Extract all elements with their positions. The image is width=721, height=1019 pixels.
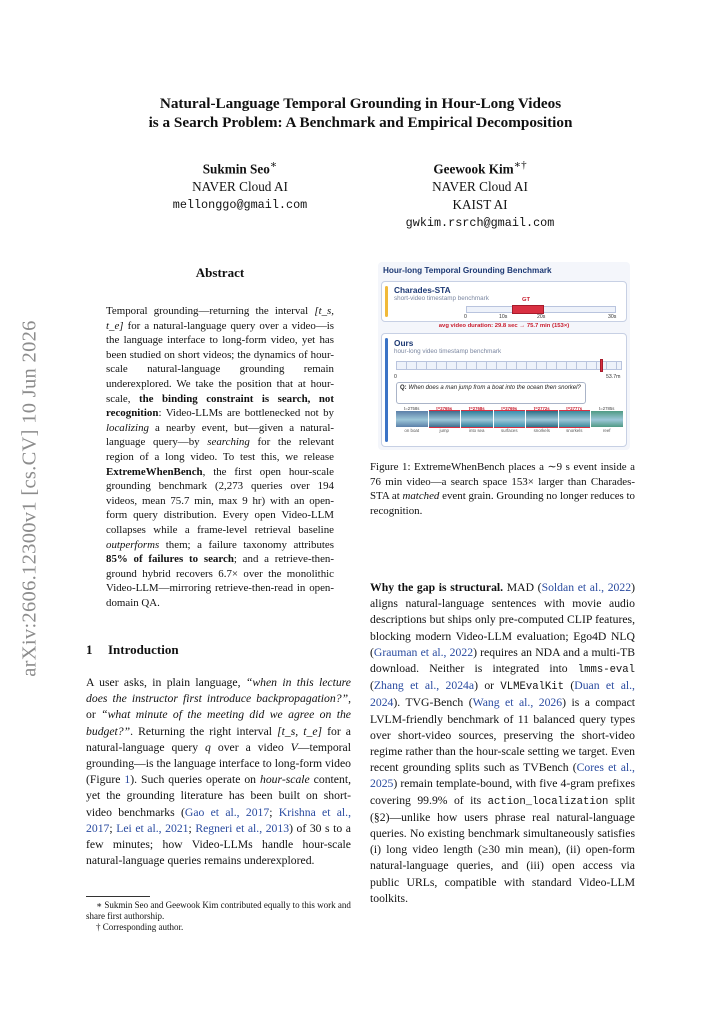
citation-link[interactable]: Grauman et al., 2022 [373,645,474,659]
tick-label: 53.7m [606,374,621,380]
author-block-2 [390,156,570,232]
author-name: Geewook Kim [433,161,514,177]
query-box [396,382,586,404]
paragraph-text: ) requires an NDA and a multi-TB download. Neither is integrated into [370,645,636,676]
video-frame [396,406,428,436]
intro-text: —temporal grounding—is the language interface to long-form video (Figure [86,740,351,787]
title-line-1: Natural-Language Temporal Grounding in Hour-Long Videos [159,95,562,112]
caption-label: Figure 1: [370,461,411,473]
abstract-text: for the relevant region of a long video. To test this, we release [106,436,334,463]
hour-timeline-track [396,361,622,370]
intro-text: . Returning the right interval [130,724,278,738]
video-frame [494,406,526,436]
figure-1 [378,262,630,450]
frame-caption: reef [602,428,611,433]
abstract-body [106,304,334,610]
panel-title: Ours [394,338,414,348]
intro-emphasis: hour-scale [259,773,310,787]
paragraph-text: ( [370,679,374,693]
abstract-text: them; a failure taxonomy attributes [159,538,334,551]
video-frame [429,406,461,436]
paragraph-text: ) aligns natural-language sentences with movie audio descriptions but ships only pre-computed CLIP features, blocking modern Video-LLM evaluation; Ego4D NLQ ( [370,581,635,659]
section-heading [86,642,179,658]
avg-duration-note: avg video duration: 29.8 sec → 75.7 min (153×) [438,323,570,329]
citation-link[interactable]: Krishna et al., 2017 [86,805,352,835]
figure-caption [370,460,635,518]
video-frame [591,406,623,436]
frame-timestamp: t=2777s [566,406,583,411]
paragraph-text: ) is a compact LVLM-friendly benchmark of 11 balanced query types over short-video sources, preserving the short-video regime rather than the hour-scale setting we target. Even recent grounding splits such as TVBench ( [370,696,636,775]
author-email[interactable]: gwkim.rsrch@gmail.com [405,216,555,231]
frame-timestamp: t=2765s [436,406,453,411]
abstract-emphasis: searching [207,436,250,449]
paragraph-lead: Why the gap is structural. [370,581,504,594]
abstract-claim: the binding constraint is search, not recognition [106,392,334,420]
intro-text: A user asks, in plain language, [86,676,246,689]
tick-label: 0 [394,374,397,380]
intro-text: content, yet the grounding literature has been built on short-video benchmarks ( [86,773,352,819]
caption-emphasis: matched [402,490,440,503]
interval-math: [t_s, t_e] [106,305,334,332]
split-name: action_localization [487,795,609,808]
caption-text: ExtremeWhenBench places a ∼9 s event inside a 76 min video—a search space 153× larger than Charades-STA at [370,461,636,503]
frame-thumbnail [559,411,591,427]
paragraph-text: split (§2)—unlike how users phrase real natural-language queries. No existing benchmark simultaneously satisfies (i) long video length (≥30 min mean), (ii) open-form natural-language queries, and (iii) open access via public URLs, compatible with standard Video-LLM toolkits. [370,793,635,905]
paragraph-text: ) or [474,679,501,693]
figure-link[interactable]: 1 [124,773,131,787]
query-text: When does a man jump from a boat into the ocean then snorkel? [408,385,581,391]
tick-label: 20s [537,314,546,320]
citation-link[interactable]: Duan et al., 2024 [370,679,635,710]
abstract-text: ; and a retrieve-then-ground hybrid recovers 6.7× over the monolithic Video-LLM—mirroring retrieve-then-read in open-domain QA. [106,553,334,609]
frame-timestamp: t=2772s [533,406,550,411]
ours-panel [381,333,627,447]
frame-caption: jump [439,428,450,433]
frame-thumbnail [461,411,493,427]
panel-accent [385,338,388,442]
abstract-text: a nearby event, but—given a natural-language query—by [106,421,334,449]
frame-timestamp: t=2758s [404,406,420,411]
abstract-text: , the first open hour-scale grounding benchmark (2,273 queries over 194 videos, mean 75.7 min, max 9 hr) with an open-form query distribution. Every open Video-LLM collapses while a frame-level retrieval baseline [106,465,334,536]
toolkit-name: lmms-eval [577,664,635,677]
footnotes [86,900,351,933]
frame-timestamp: t=2785s [599,406,615,411]
author-affiliation: NAVER Cloud AI [192,179,288,195]
arxiv-side-stamp [10,298,50,698]
abstract-text: : Video-LLMs are bottlenecked not by [158,407,334,420]
intro-text: , or [86,692,351,722]
video-frame [461,406,493,436]
author-email[interactable]: mellonggo@gmail.com [172,198,308,213]
footnote-rule [86,896,150,897]
frame-caption: into sea [469,428,485,433]
related-work-paragraph [370,580,635,907]
frame-strip [396,406,624,438]
author-mark: ∗ [269,159,278,171]
abstract-emphasis: outperforms [106,538,160,551]
panel-title: Charades-STA [394,285,451,295]
paragraph-text: ). TVG-Bench ( [393,696,473,710]
frame-thumbnail [526,411,558,427]
tick-label: 0 [464,314,467,320]
section-number: 1 [86,642,93,657]
frame-caption: surfaces [500,428,518,433]
paragraph-text: ( [564,679,575,693]
author-affiliation: KAIST AI [452,197,508,213]
abstract-stat: 85% of failures to search [106,553,234,566]
intro-text: over a video [210,740,291,754]
footnote-corresponding: † Corresponding author. [96,922,184,932]
paper-title [80,94,641,132]
author-affiliation: NAVER Cloud AI [432,179,528,195]
benchmark-name: ExtremeWhenBench [106,465,203,478]
intro-text: ) of 30 s to a few minutes; how Video-LLMs handle hour-scale natural-language queries remains underexplored. [86,821,351,868]
frame-thumbnail [494,411,526,427]
panel-subtitle: hour-long video timestamp benchmark [394,348,502,355]
abstract-text: Temporal grounding—returning the interval [106,305,309,317]
frame-timestamp: t=2769s [501,406,518,411]
example-query: “what minute of the meeting did we agree on the budget?” [86,708,351,738]
caption-text: event grain. Grounding no longer reduces to recognition. [370,490,636,517]
figure-title: Hour-long Temporal Grounding Benchmark [383,266,552,275]
intro-paragraph: A user asks, in plain language, “when in this lecture does the instructor first introduce backpropagation?”, or “what minute of the meeting did we agree on the budget?”. Returning the right interval [t_s, t_e] for a natural-language query q over a video V—temporal grounding—is the language interface to long-form video (Figure 1). Such queries operate on hour-scale content, yet the grounding literature has been built on short-video benchmarks (Gao et al., 2017; Krishna et al., 2017; Lei et al., 2021; Regneri et al., 2013) of 30 s to a few minutes; how Video-LLMs handle hour-scale natural-language queries remains underexplored. [86,676,352,868]
author-block-1 [150,156,330,214]
tick-label: 10s [499,314,508,320]
frame-thumbnail [396,411,428,427]
paragraph-text: MAD ( [503,581,542,594]
frame-thumbnail [429,411,461,427]
panel-accent [385,286,388,317]
frame-caption: snorkels [533,428,550,433]
author-name: Sukmin Seo [202,161,270,177]
gt-interval [512,305,544,314]
citation-link[interactable]: Gao et al., 2017 [184,805,270,819]
gt-label: GT [522,297,531,303]
abstract-emphasis: localizing [106,421,149,434]
example-query: “when in this lecture does the instructor first introduce backpropagation?” [86,676,351,706]
intro-text: for a natural-language query [86,724,351,754]
footnote-equal-contribution: ∗ Sukmin Seo and Geewook Kim contributed equally to this work and share first authorship. [86,900,351,921]
citation-link[interactable]: Cores et al., 2025 [370,761,635,791]
frame-caption: snorkels [566,428,583,433]
panel-subtitle: short-video timestamp benchmark [394,295,489,302]
citation-link[interactable]: Zhang et al., 2024a [373,679,475,693]
video-var: V [290,740,298,754]
author-mark: ∗† [513,159,527,171]
query-var: q [205,740,211,754]
abstract-heading: Abstract [195,265,245,280]
intro-text: ). Such queries operate on [130,773,260,787]
citation-link[interactable]: Wang et al., 2026 [472,696,563,710]
arxiv-id-text: arXiv:2606.12300v1 [cs.CV] 10 Jun 2026 [18,319,41,677]
title-line-2: is a Search Problem: A Benchmark and Empirical Decomposition [148,114,573,131]
tick-label: 30s [608,314,617,320]
frame-timestamp: t=2768s [468,406,485,411]
toolkit-name: VLMEvalKit [500,681,564,694]
interval-math: [t_s, t_e] [277,724,323,738]
citation-link[interactable]: Regneri et al., 2013 [195,821,290,835]
citation-link[interactable]: Soldan et al., 2022 [541,581,632,594]
citation-link[interactable]: Lei et al., 2021 [116,821,189,835]
frame-caption: on boat [404,428,420,433]
frame-thumbnail [591,411,623,427]
abstract-text: for a natural-language query over a video—is the language interface to long-form video, yet has been studied on short videos; the dynamics of hour-scale natural-language grounding remain underexplored. We take the position that at hour-scale, [106,319,334,405]
video-frame [526,406,558,436]
query-label: Q: [400,385,407,391]
section-title: Introduction [108,642,179,657]
charades-panel [381,281,627,322]
gt-interval [600,359,603,372]
paragraph-text: ) remain template-bound, with five 4-gram prefixes covering 99.9% of its [370,777,635,807]
video-frame [559,406,591,436]
